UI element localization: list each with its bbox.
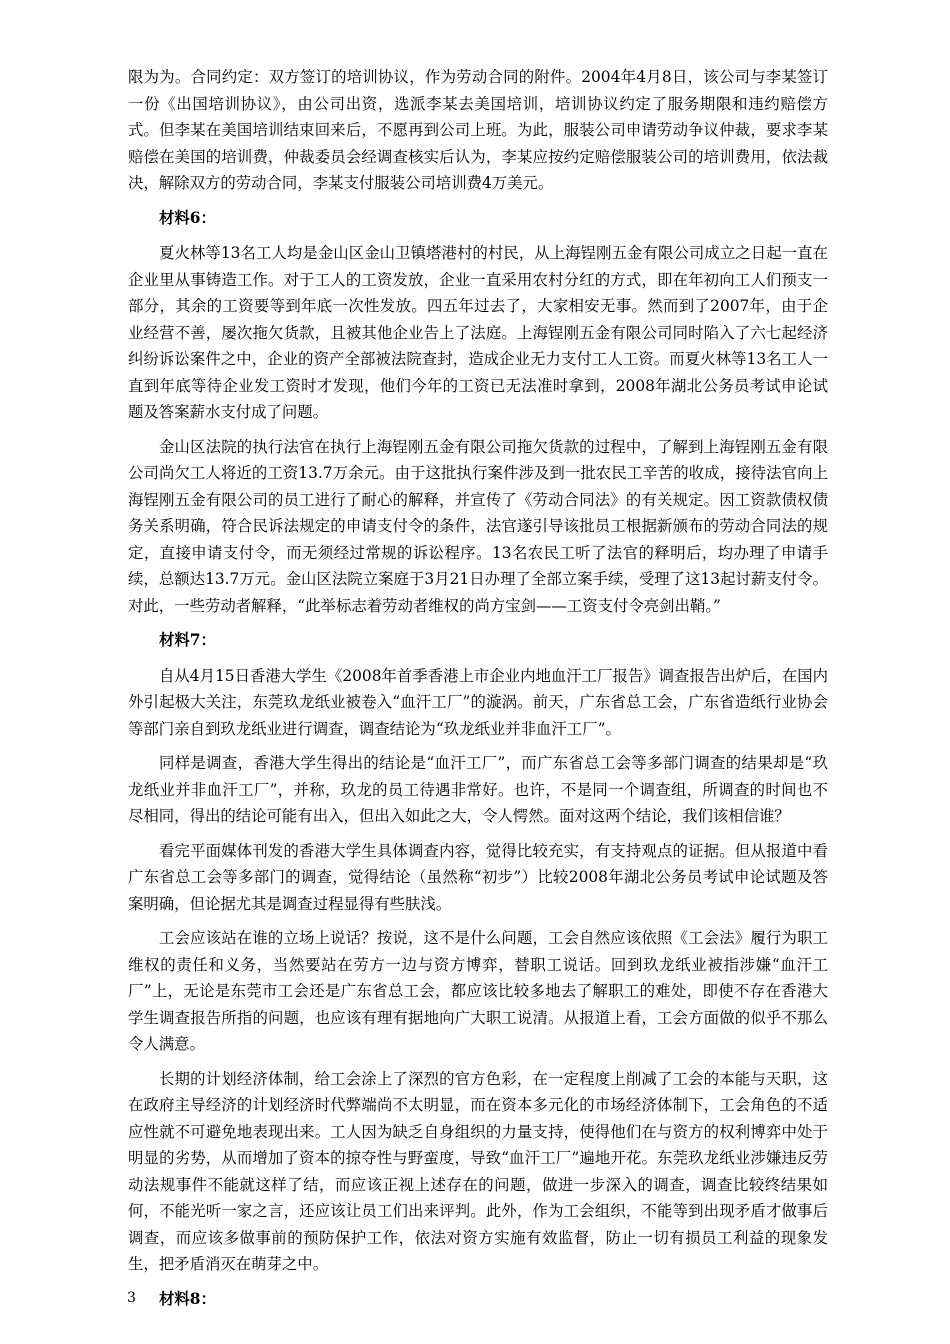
- paragraph: 看完平面媒体刊发的香港大学生具体调查内容，觉得比较充实，有支持观点的证据。但从报道中看广东省总工会等多部门的调查，觉得结论（虽然称“初步”）比较2008年湖北公务员考试申论试题及答案明确，但论据尤其是调查过程显得有些肤浅。: [128, 841, 828, 913]
- paragraph: 工会应该站在谁的立场上说话？按说，这不是什么问题，工会自然应该依照《工会法》履行为职工维权的责任和义务，当然要站在劳方一边与资方博弈，替职工说话。回到玖龙纸业被指涉嫌“血汗工厂”上，无论是东莞市工会还是广东省总工会，都应该比较多地去了解职工的难处，即使不存在香港大学生调查报告所指的问题，也应该有理有据地向广大职工说清。从报道上看，工会方面做的似乎不那么令人满意。: [128, 929, 828, 1053]
- paragraph: 自从4月15日香港大学生《2008年首季香港上市企业内地血汗工厂报告》调查报告出炉后，在国内外引起极大关注，东莞玖龙纸业被卷入“血汗工厂”的漩涡。前天，广东省总工会，广东省造纸行业协会等部门亲自到玖龙纸业进行调查，调查结论为“玖龙纸业并非血汗工厂”。: [128, 666, 828, 738]
- section-heading-material-6: 材料6：: [159, 208, 216, 227]
- paragraph: 金山区法院的执行法官在执行上海锃刚五金有限公司拖欠货款的过程中，了解到上海锃刚五金有限公司尚欠工人将近的工资13.7万余元。由于这批执行案件涉及到一批农民工辛苦的收成，接待法官向上海锃刚五金有限公司的员工进行了耐心的解释，并宣传了《劳动合同法》的有关规定。因工资款债权债务关系明确，符合民诉法规定的申请支付令的条件，法官遂引导该批员工根据新颁布的劳动合同法的规定，直接申请支付令，而无须经过常规的诉讼程序。13名农民工听了法官的释明后，均办理了申请手续，总额达13.7万元。金山区法院立案庭于3月21日办理了全部立案手续，受理了这13起讨薪支付令。对此，一些劳动者解释，“此举标志着劳动者维权的尚方宝剑——工资支付令亮剑出鞘。”: [128, 437, 828, 615]
- section-heading-material-8: 材料8：: [159, 1289, 216, 1308]
- paragraph-continuation: 限为为。合同约定：双方签订的培训协议，作为劳动合同的附件。2004年4月8日，该公司与李某签订一份《出国培训协议》，由公司出资，选派李某去美国培训，培训协议约定了服务期限和违约赔偿方式。但李某在美国培训结束回来后，不愿再到公司上班。为此，服装公司申请劳动争议仲裁，要求李某赔偿在美国的培训费，仲裁委员会经调查核实后认为，李某应按约定赔偿服装公司的培训费用，依法裁决，解除双方的劳动合同，李某支付服装公司培训费4万美元。: [128, 68, 828, 192]
- page-number: 3: [127, 1290, 136, 1306]
- paragraph: 夏火林等13名工人均是金山区金山卫镇塔港村的村民，从上海锃刚五金有限公司成立之日起一直在企业里从事铸造工作。对于工人的工资发放，企业一直采用农村分红的方式，即在年初向工人们预支一部分，其余的工资要等到年底一次性发放。四五年过去了，大家相安无事。然而到了2007年，由于企业经营不善，屡次拖欠货款，且被其他企业告上了法庭。上海锃刚五金有限公司同时陷入了六七起经济纠纷诉讼案件之中，企业的资产全部被法院查封，造成企业无力支付工人工资。而夏火林等13名工人一直到年底等待企业发工资时才发现，他们今年的工资已无法准时拿到，2008年湖北公务员考试申论试题及答案薪水支付成了问题。: [128, 244, 828, 421]
- section-heading-material-7: 材料7：: [159, 631, 216, 649]
- paragraph: 同样是调查，香港大学生得出的结论是“血汗工厂”，而广东省总工会等多部门调查的结果却是“玖龙纸业并非血汗工厂”，并称，玖龙的员工待遇非常好。也许，不是同一个调查组，所调查的时间也不尽相同，得出的结论可能有出入，但出入如此之大，令人愕然。面对这两个结论，我们该相信谁？: [128, 754, 828, 825]
- paragraph: 长期的计划经济体制，给工会涂上了深烈的官方色彩，在一定程度上削减了工会的本能与天职，这在政府主导经济的计划经济时代弊端尚不太明显，而在资本多元化的市场经济体制下，工会角色的不适应性就不可避免地表现出来。工人因为缺乏自身组织的力量支持，使得他们在与资方的权利博弈中处于明显的劣势，从而增加了资本的掠夺性与野蛮度，导致“血汗工厂”遍地开花。东莞玖龙纸业涉嫌违反劳动法规事件不能就这样了结，而应该正视上述存在的问题，做进一步深入的调查，调查比较终结果如何，不能光听一家之言，还应该让员工们出来评判。此外，作为工会组织，不能等到出现矛盾才做事后调查，而应该多做事前的预防保护工作，依法对资方实施有效监督，防止一切有损员工利益的现象发生，把矛盾消灭在萌芽之中。: [128, 1069, 828, 1273]
- document-body: [128, 64, 828, 1321]
